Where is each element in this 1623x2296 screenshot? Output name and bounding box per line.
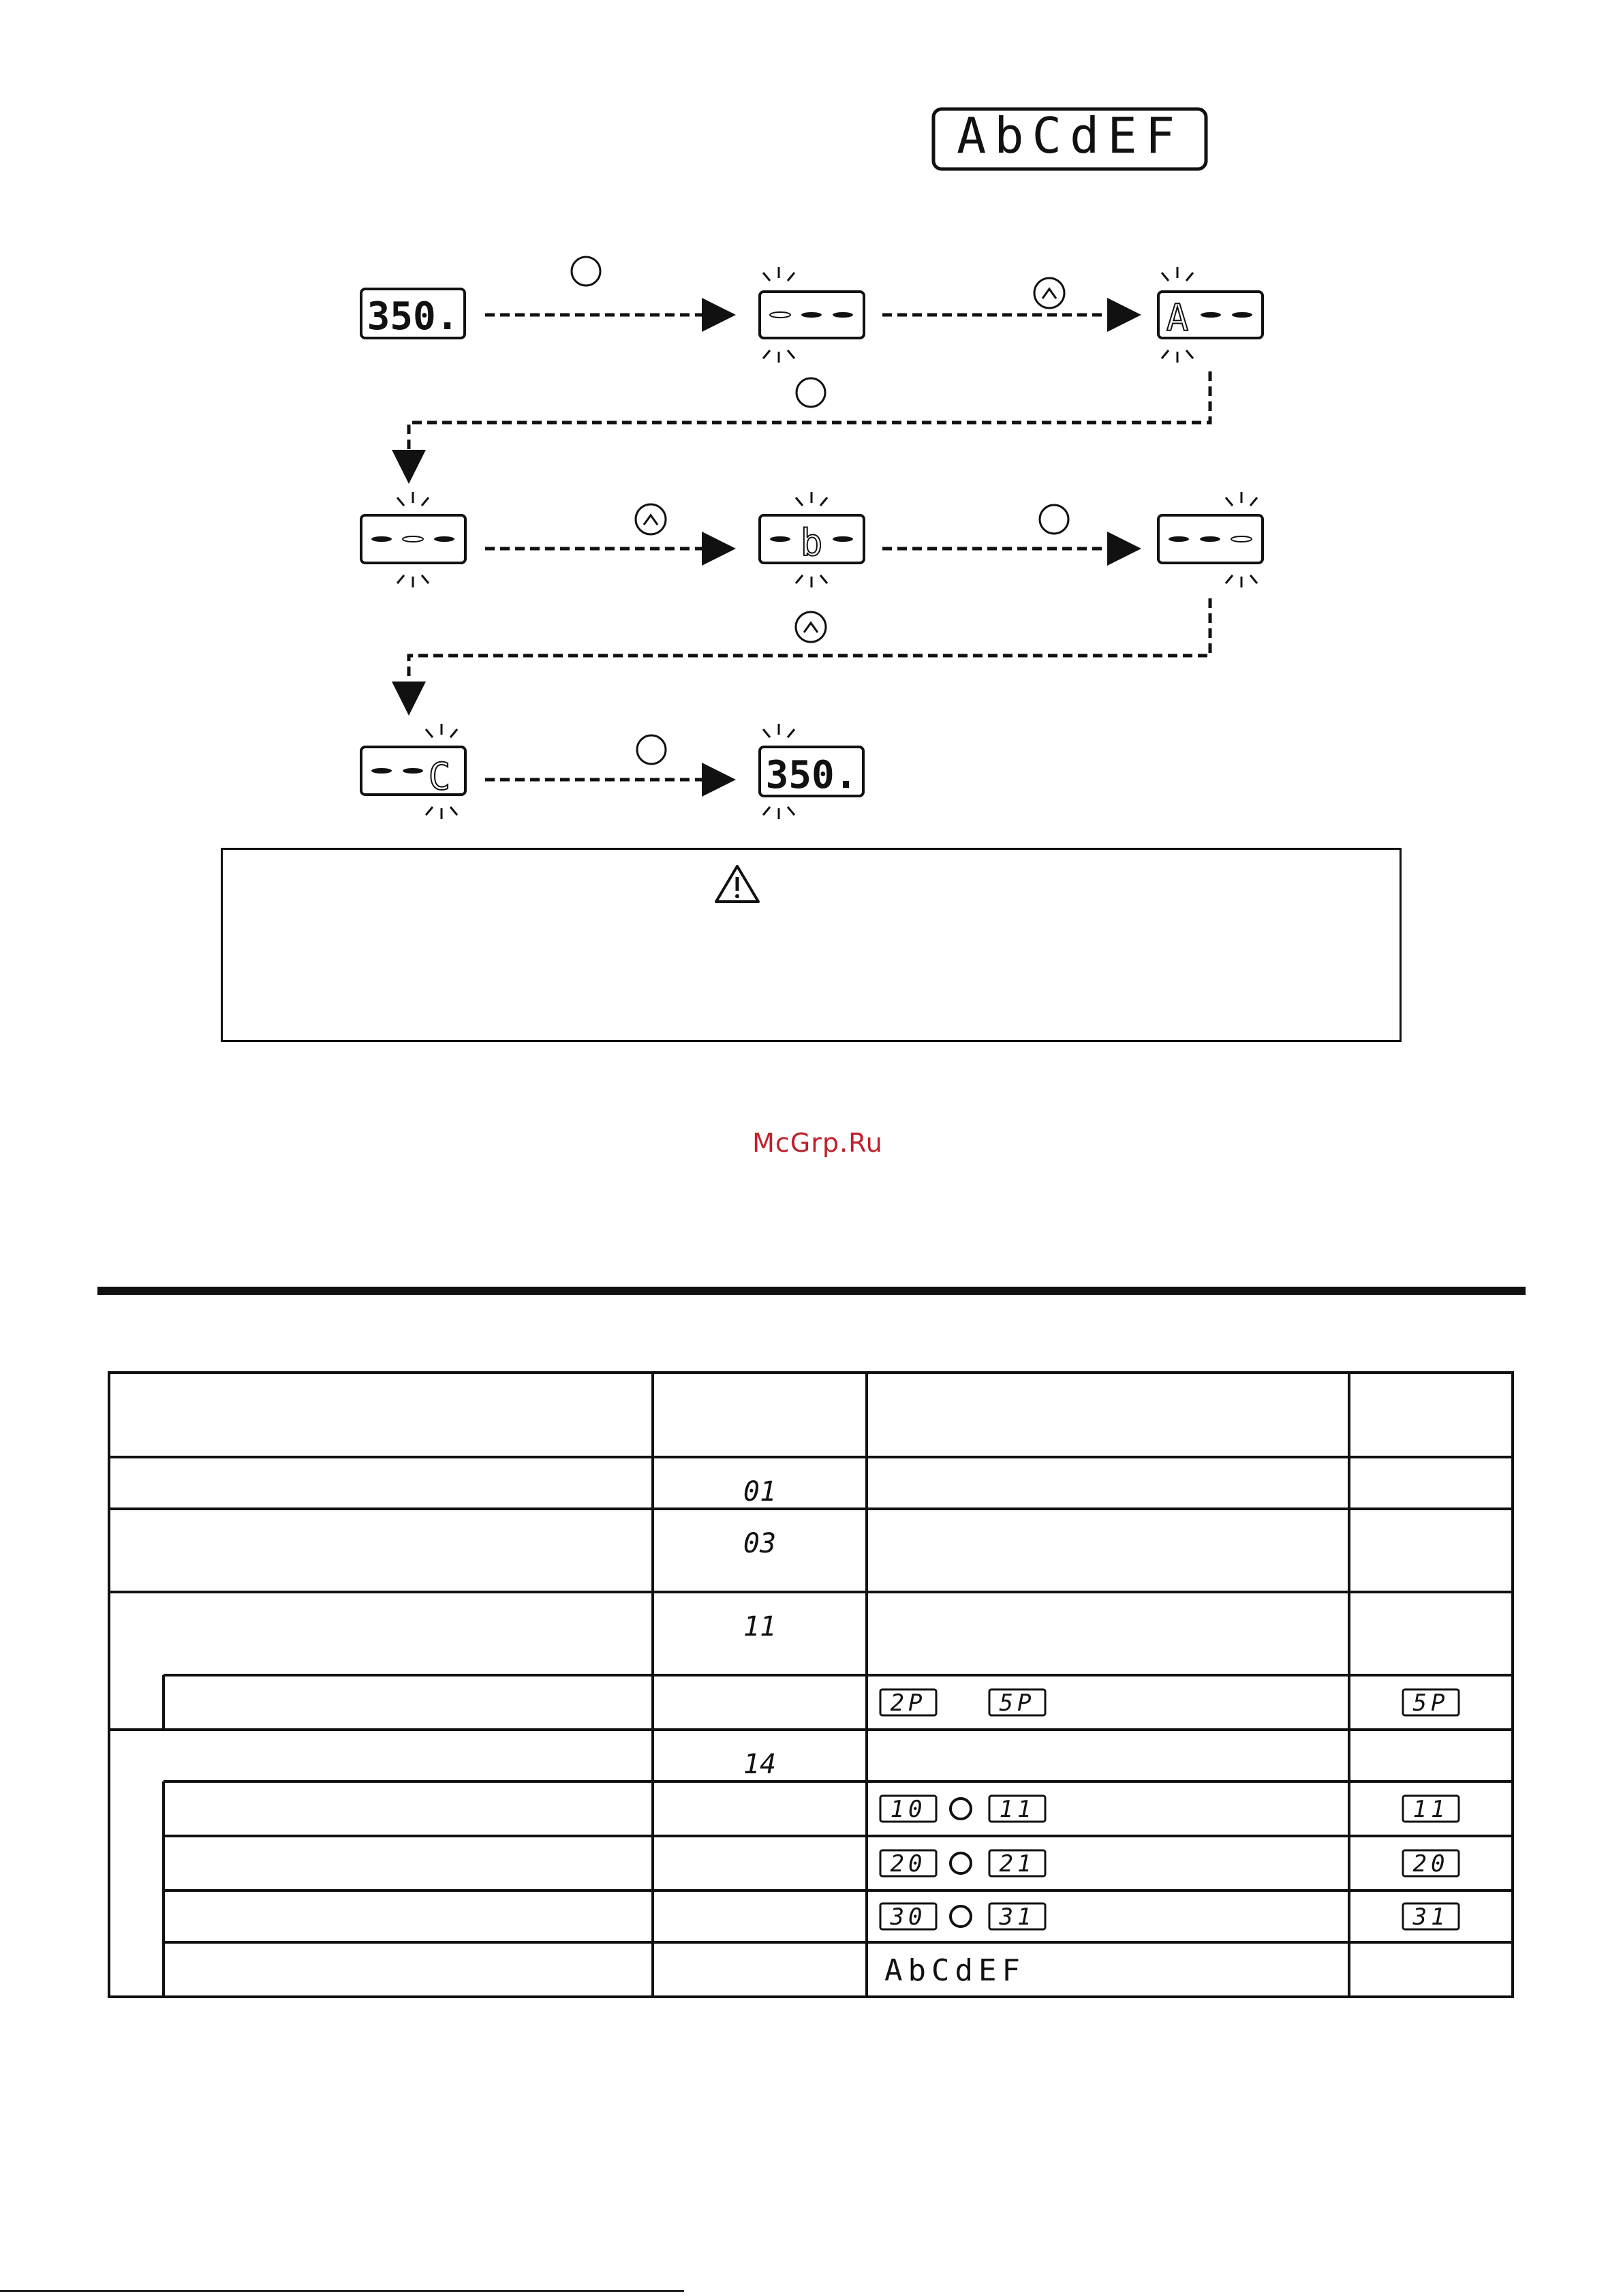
page-bottom-edge — [0, 2290, 684, 2292]
option-value: 10 — [890, 1796, 927, 1823]
table-row — [743, 1611, 776, 1642]
table-frame — [109, 1373, 1513, 1997]
parameter-code: 11 — [743, 1611, 777, 1642]
parameter-code: 14 — [743, 1749, 777, 1780]
option-value: 21 — [999, 1850, 1036, 1878]
header-lcd-text: AbCdEF — [956, 107, 1184, 164]
display-step-6 — [361, 724, 465, 819]
svg-text:b: b — [800, 521, 823, 564]
table-row — [880, 1850, 1459, 1878]
display-step-5 — [1158, 492, 1263, 587]
set-key-icon — [637, 735, 666, 764]
circle-icon — [950, 1798, 971, 1819]
parameter-code: 01 — [743, 1476, 777, 1507]
set-key-icon — [797, 378, 825, 407]
up-arrow-key-icon — [796, 612, 826, 642]
circle-icon — [950, 1906, 971, 1927]
default-value: 11 — [1412, 1796, 1449, 1823]
display-start-text: 350. — [367, 294, 459, 339]
set-key-icon — [1040, 505, 1068, 534]
table-row — [743, 1749, 776, 1780]
option-value: 31 — [999, 1903, 1036, 1931]
default-value: 5P — [1412, 1689, 1449, 1717]
table-row — [880, 1796, 1459, 1823]
option-value: 5P — [999, 1689, 1036, 1717]
table-row — [884, 1953, 1025, 1988]
svg-text:C: C — [428, 755, 451, 798]
svg-text:A: A — [1166, 296, 1189, 339]
default-value: 20 — [1412, 1850, 1449, 1878]
display-start — [361, 289, 465, 339]
display-end — [760, 724, 863, 819]
circle-icon — [950, 1853, 971, 1873]
option-value: 11 — [999, 1796, 1036, 1823]
watermark: McGrp.Ru — [752, 1128, 883, 1158]
option-value: AbCdEF — [884, 1953, 1025, 1988]
settings-table — [0, 1363, 1623, 2031]
display-end-text: 350. — [765, 753, 858, 797]
display-step-3 — [361, 492, 465, 587]
option-value: 30 — [890, 1903, 927, 1931]
section-divider — [97, 1287, 1526, 1295]
display-step-1 — [760, 267, 864, 363]
table-row — [880, 1689, 1459, 1717]
default-value: 31 — [1412, 1903, 1449, 1931]
table-row — [880, 1903, 1459, 1931]
option-value: 20 — [890, 1850, 927, 1878]
caution-note-box — [221, 848, 1402, 1042]
up-arrow-key-icon — [1034, 278, 1064, 308]
display-step-2 — [1158, 267, 1263, 363]
up-arrow-key-icon — [636, 504, 666, 534]
set-key-icon — [572, 257, 600, 286]
option-value: 2P — [890, 1689, 927, 1717]
table-row — [743, 1528, 776, 1559]
parameter-code: 03 — [743, 1528, 777, 1559]
header-lcd-display — [933, 107, 1206, 169]
display-step-4 — [760, 492, 864, 587]
table-row — [743, 1476, 776, 1507]
display-sequence-diagram — [0, 0, 1623, 845]
warning-triangle-icon — [713, 863, 761, 904]
